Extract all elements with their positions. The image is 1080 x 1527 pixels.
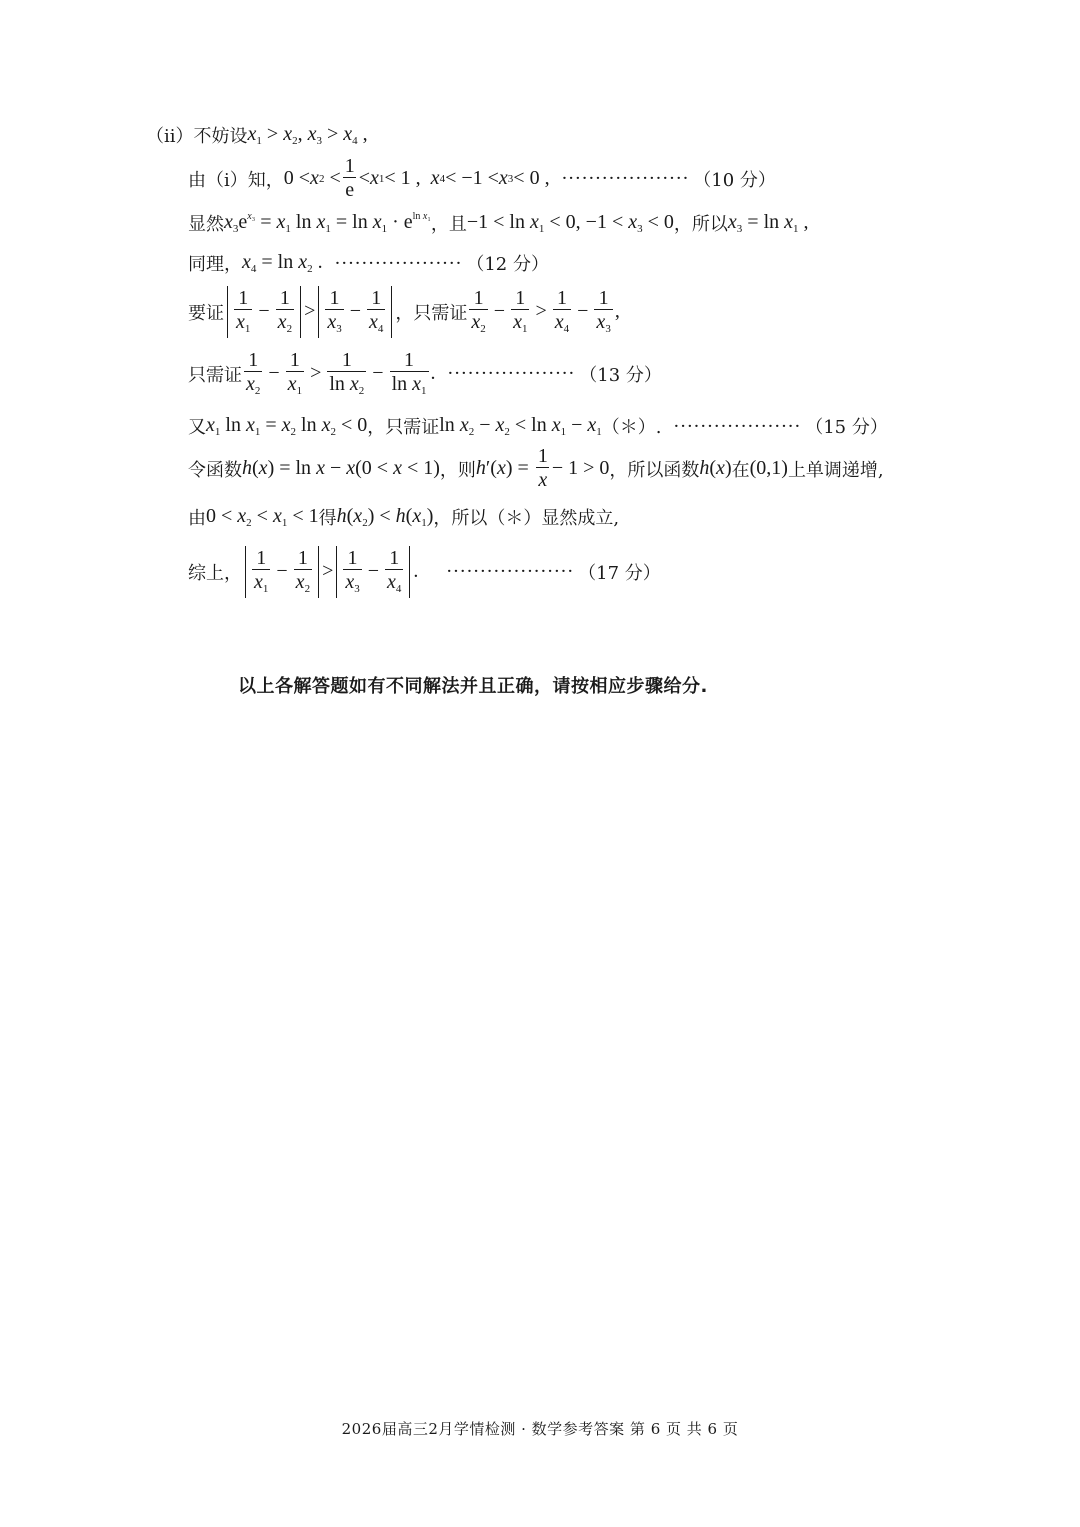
- formula-goal: $\frac{1}{x_1}$ − $\frac{1}{x_2}$ > $\frac{1}{x_3}$ − $\frac{1}{x_4}$: [224, 286, 395, 338]
- part-ii-label: （ⅱ）不妨设: [146, 126, 248, 147]
- formula-function-h: h(x) = ln x − x(0 < x < 1): [242, 457, 440, 479]
- page-footer: 2026届高三2月学情检测 · 数学参考答案 第 6 页 共 6 页: [341, 1420, 739, 1438]
- formula-h-compare: $h(x_2) < h(x_1)$: [336, 505, 434, 529]
- score-12: （12 分）: [466, 254, 549, 275]
- solution-line-5: 要证 $\frac{1}{x_1}$ − $\frac{1}{x_2}$ > $\frac{1}{x_3}$ − $\frac{1}{x_4}$ ，只需证 $\frac{1}{x_2}$ − $\frac{1}{x_1}$ > $\frac{1}{x_4}$ − $\frac{1}{x_3}$ ,: [188, 286, 620, 338]
- score-17: （17 分）: [578, 562, 661, 584]
- score-13: （13 分）: [579, 364, 662, 386]
- formula-star: $\ln x_2 - x_2 < \ln x_1 - x_1$: [439, 414, 602, 438]
- formula-order: $0 < x_2 < x_1 < 1$: [206, 505, 319, 529]
- formula-bounds: $-1 < \ln x_1 < 0$, $-1 < x_3 < 0$: [466, 211, 674, 235]
- score-15: （15 分）: [805, 417, 888, 438]
- solution-line-4: 同理， $x_4 = \ln x_2$ . ··················· （12 分）: [188, 251, 549, 275]
- solution-line-2: 由（ⅰ）知， 0 < x 2 < $\frac{1}{e}$ < x 1 < 1 , x 4 < −1 < x 3 < 0 , ··················· （10 分）: [188, 155, 776, 201]
- formula-equivalent-2: $\frac{1}{x_2}$ − $\frac{1}{x_1}$ > $\frac{1}{\ln x_2}$ − $\frac{1}{\ln x_1}$ .: [246, 349, 436, 397]
- score-10: （10 分）: [693, 169, 776, 191]
- solution-line-6: 只需证 $\frac{1}{x_2}$ − $\frac{1}{x_1}$ > $\frac{1}{\ln x_2}$ − $\frac{1}{\ln x_1}$ . ··················· （13 分）: [188, 349, 662, 397]
- solution-line-7: 又 $x_1$ $\ln x_1 = x_2$ $\ln x_2 < 0$ ，只需证 $\ln x_2 - x_2 < \ln x_1 - x_1$ （＊）. ··················· （15 分）: [188, 414, 888, 438]
- grading-note: 以上各解答题如有不同解法并且正确，请按相应步骤给分.: [238, 676, 708, 697]
- solution-line-1: [146, 122, 368, 148]
- formula-assumption: $x_1 > x_2$, $x_3 > x_4$ ,: [247, 123, 368, 147]
- formula-x3-eq: $x_3 = \ln x_1$ ,: [727, 211, 809, 235]
- solution-line-10: 综上， $\frac{1}{x_1}$ − $\frac{1}{x_2}$ > $\frac{1}{x_3}$ − $\frac{1}{x_4}$ . ··················· （17 分）: [188, 546, 661, 598]
- solution-line-9: 由 $0 < x_2 < x_1 < 1$ 得 $h(x_2) < h(x_1)$ ，所以（＊）显然成立,: [188, 505, 620, 529]
- formula-conclusion: $\frac{1}{x_1}$ − $\frac{1}{x_2}$ > $\frac{1}{x_3}$ − $\frac{1}{x_4}$ .: [242, 546, 418, 598]
- formula-identity: $x_3e^{x_3} = x_1$ $\ln x_1 = \ln x_1 \cdot e^{ln x_1}$: [224, 211, 431, 235]
- formula-x4-eq: $x_4 = \ln x_2$ .: [242, 251, 323, 275]
- solution-line-3: 显然 $x_3e^{x_3} = x_1$ $\ln x_1 = \ln x_1 \cdot e^{ln x_1}$ ，且 $-1 < \ln x_1 < 0$, $-1 < x_3 < 0$ ，所以 $x_3 = \ln x_1$ ,: [188, 211, 809, 235]
- formula-derivative: h ′( x ) = $\frac{1}{x}$ − 1 > 0: [475, 445, 610, 491]
- formula-product: $x_1$ $\ln x_1 = x_2$ $\ln x_2 < 0$: [206, 414, 368, 438]
- formula-equivalent-1: $\frac{1}{x_2}$ − $\frac{1}{x_1}$ > $\frac{1}{x_4}$ − $\frac{1}{x_3}$ ,: [471, 287, 620, 335]
- solution-line-8: 令函数 h(x) = ln x − x(0 < x < 1) ，则 h ′( x ) = $\frac{1}{x}$ − 1 > 0 ，所以函数 h(x) 在 (0,1) 上单调递增,: [188, 445, 884, 491]
- formula-range: 0 < x 2 < $\frac{1}{e}$ < x 1 < 1 , x 4 < −1 < x 3 < 0 ,: [283, 155, 550, 201]
